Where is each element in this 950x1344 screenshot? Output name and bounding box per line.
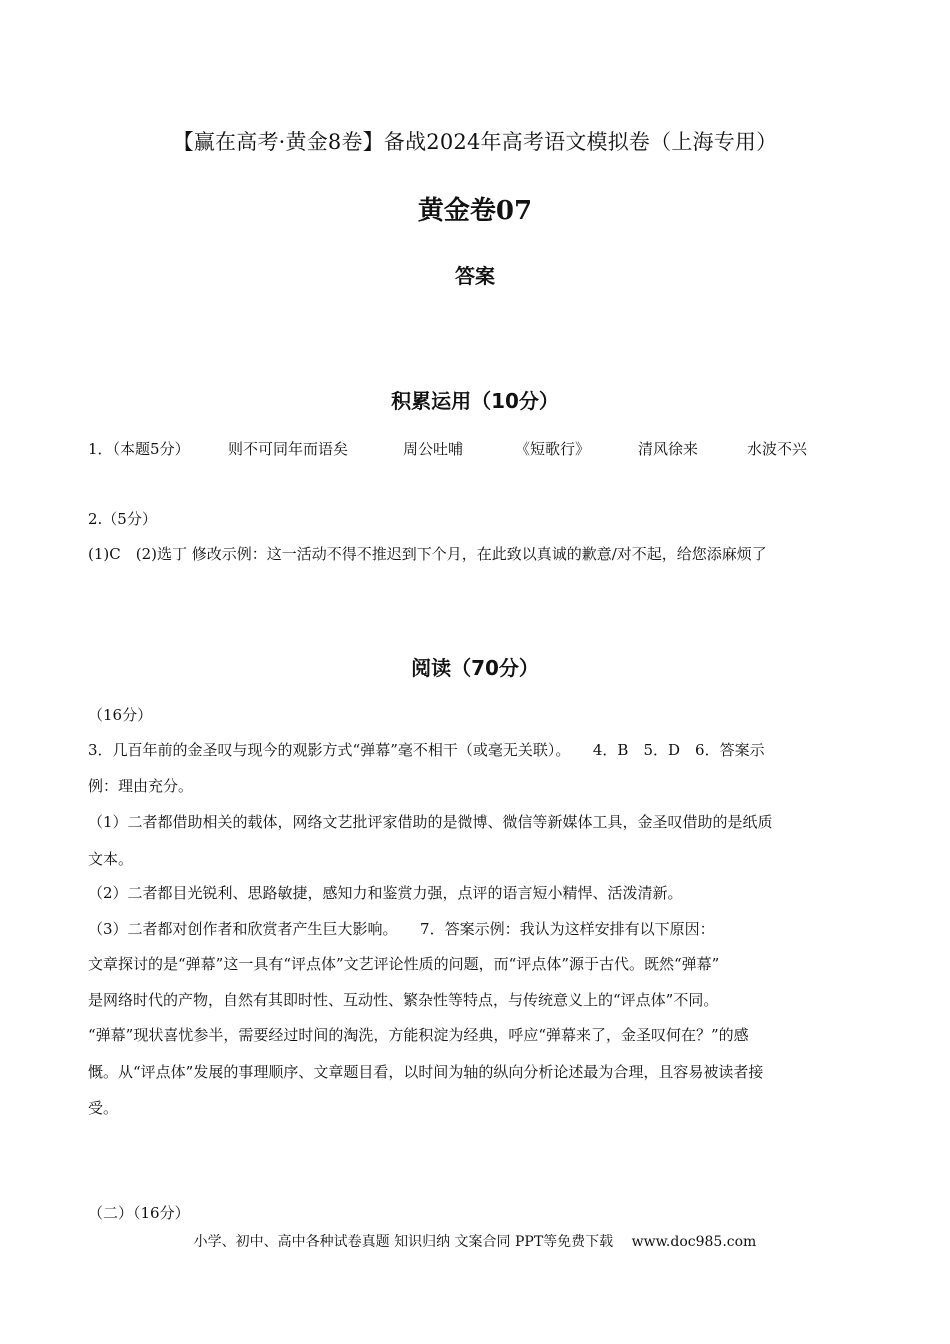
page-footer: 小学、初中、高中各种试卷真题 知识归纳 文案合同 PPT等免费下载 www.doc985.com <box>193 1234 757 1250</box>
question-1-label: 1．（本题5分） <box>88 440 190 458</box>
answer-blank-1: 则不可同年而语矣 <box>228 440 349 458</box>
reading-line: 例：理由充分。 <box>88 777 194 795</box>
answer-blank-4: 清风徐来 <box>638 440 699 458</box>
reading-line: 3．几百年前的金圣叹与现今的观影方式“弹幕”毫不相干（或毫无关联）。 4．B 5．D 6．答案示 <box>88 741 765 759</box>
reading-line: 文本。 <box>88 850 134 868</box>
section-heading-reading: 阅读（70分） <box>411 656 539 680</box>
reading-line: （3）二者都对创作者和欣赏者产生巨大影响。 7．答案示例：我认为这样安排有以下原因： <box>88 920 715 938</box>
reading-line: “弹幕”现状喜忧参半，需要经过时间的淘洗，方能积淀为经典，呼应“弹幕来了，金圣叹何在？”的感 <box>88 1026 749 1044</box>
reading-line: 受。 <box>88 1099 119 1117</box>
section-heading-accumulation: 积累运用（10分） <box>391 389 559 413</box>
reading-line: 文章探讨的是“弹幕”这一具有“评点体”文艺评论性质的问题，而“评点体”源于古代。既然“弹幕” <box>88 955 720 973</box>
reading-line: （2）二者都目光锐利、思路敏捷，感知力和鉴赏力强，点评的语言短小精悍、活泼清新。 <box>88 884 683 902</box>
question-2-label: 2.（5分） <box>88 510 157 528</box>
reading-line: （1）二者都借助相关的载体，网络文艺批评家借助的是微博、微信等新媒体工具，金圣叹借助的是纸质 <box>88 813 773 831</box>
reading-part2-label: （二）（16分） <box>88 1204 190 1222</box>
question-2-answer: (1)C (2)选丁 修改示例：这一活动不得不推迟到下个月，在此致以真诚的歉意/对不起，给您添麻烦了 <box>88 545 767 563</box>
answer-blank-5: 水波不兴 <box>747 440 808 458</box>
reading-line: 慨。从“评点体”发展的事理顺序、文章题目看，以时间为轴的纵向分析论述最为合理，且容易被读者接 <box>88 1063 764 1081</box>
reading-line: 是网络时代的产物，自然有其即时性、互动性、繁杂性等特点，与传统意义上的“评点体”不同。 <box>88 991 719 1009</box>
answer-label: 答案 <box>455 264 495 288</box>
answer-blank-2: 周公吐哺 <box>403 440 464 458</box>
paper-subtitle: 黄金卷07 <box>417 196 533 226</box>
document-title: 【赢在高考·黄金8卷】备战2024年高考语文模拟卷（上海专用） <box>172 130 778 154</box>
reading-part1-score: （16分） <box>88 706 153 724</box>
answer-blank-3: 《短歌行》 <box>515 440 591 458</box>
